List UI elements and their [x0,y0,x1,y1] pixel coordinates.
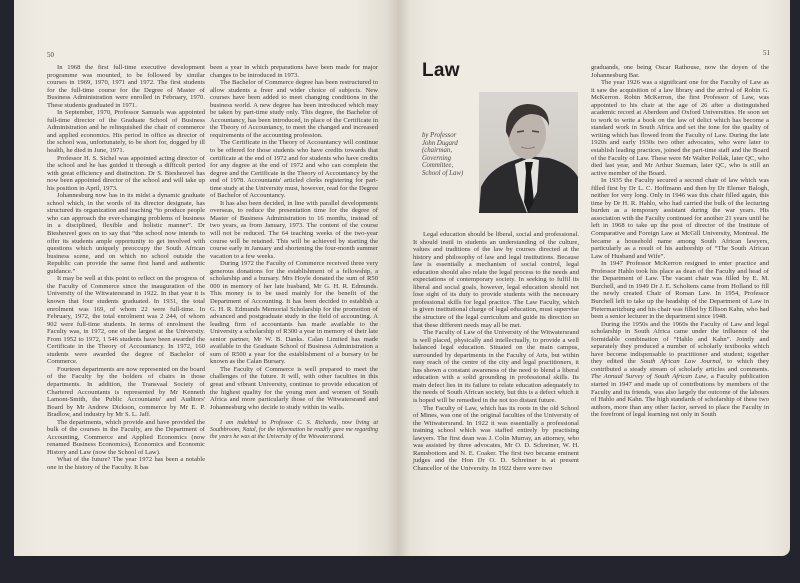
paragraph: graduands, one being Oscar Rathouse, now the doyen of the Johannesburg Bar. [591,64,769,79]
journal-title: South African Law Journal [640,358,721,366]
publication-title: The Annual Survey of South African Law [591,373,707,381]
text-column-2 [210,64,378,441]
paragraph: During 1972 the Faculty of Commerce received three very generous donations for the establishment of a fellowship, a scholarship and a bursary. Mrs Hoyle donated the sum of R50 000 in memory of her late husband, Mr G. H. R. Edmunds. This money is to be used mainly for the benefit of the Department of Accounting. It has been decided to establish a G. H. R. Edmunds Memorial Scholarship for the promotion of advanced and postgraduate study in the field of accounting. A leading firm of accountants has made available to the University a scholarship of R300 a year in memory of their late senior partner, Mr W. B. Danks. Calan Limited has made available to the Graduate School of Business Administration a sum of R500 a year for the establishment of a bursary to be known as the Calan Bursary. [210,260,378,366]
paragraph: In 1935 the Faculty secured a second chair of law which was filled first by Dr L. C. Hoffmann and then by Dr Elemer Balogh, neither for very long. Only in 1946 was this chair filled again, this time by Dr H. R. Hahlo, who had carried the bulk of the lecturing burden as a temporary assistant during the war years. His association with the Faculty continued for another 21 years until he left in 1968 to take up the post of director of the Institute of Comparative and Foreign Law at McGill University, Montreal. He became a household name among South African lawyers, particularly as a result of his authorship of “The South African Law of Husband and Wife”. [591,177,769,260]
paragraph: Legal education should be liberal, social and professional. It should instil in students an understanding of the culture, values and traditions of the law by courses directed at the history and philosophy of law and legal institutions. Because law is essentially a mechanism of social control, legal education should also relate the legal process to the needs and expectations of contemporary society. In seeking to fulfil its liberal and social goals, however, legal education should not lose sight of its duty to provide students with the necessary professional skills for legal practice. The Law Faculty, which is given institutional charge of legal education, must supervise the structure of the legal curriculum and guide its direction so that these different needs may all be met. [413,231,579,329]
byline-line: by Professor [422,132,457,139]
paragraph: The Certificate in the Theory of Accountancy will continue to be offered for those students who have credits towards that certificate at the end of 1972 and for students who have credits for any degree at the end of 1972 and who can complete the degree and the Certificate in the Theory of Accountancy by the end of 1978. Accountants' articled clerks registering for part-time study at the University must, however, read for the Degree of Bachelor of Accountancy. [210,139,378,200]
author-portrait-photo [479,92,578,213]
paragraph: The departments, which provide and have provided the bulk of the courses in the Faculty, are the Department of Accounting, Commerce and Applied Economics (now renamed Business Economics), Economics and Economic History and Law (now the School of Law). [47,418,205,456]
page-number: 50 [47,51,54,59]
paragraph: In September, 1970, Professor Samuels was appointed full-time director of the Graduate School of Business Administration and he relinquished the chair of commerce and applied economics. His period in office as director of the school was, unfortunately, to be short for, dogged by ill health, he died in June, 1971. [47,109,205,155]
byline-line: John Dugard [422,139,458,147]
byline-line: Governing [422,154,452,162]
paragraph: It may be well at this point to reflect on the progress of the Faculty of Commerce since the inauguration of the University of the Witwatersrand in 1922. In that year it is known that four students graduated. In 1931, the total enrolment was 169, of whom 22 were full-time. In February, 1972, the total enrolment was 2 244, of whom 902 were full-time students. In terms of enrolment the Faculty was, in 1972, one of the largest at the University. From 1952 to 1972, 1 546 students have been awarded the Certificate in the Theory of Accountancy. In 1972, 160 students were awarded the degree of Bachelor of Commerce. [47,275,205,366]
paragraph: Professor H. S. Sichel was appointed acting director of the school and he has guided it through a difficult period with great efficiency and distinction. Dr S. Biesheuvel has now been appointed director of the school and will take up his position in April, 1973. [47,154,205,192]
section-title: Law [422,60,460,81]
paragraph: Johannesburg now has in its midst a dynamic graduate school which, in the words of its director designate, has structured its organization and teaching “to produce people who can approach the ever-changing problems of business in a disciplined, flexible and holistic manner”. Dr Biesheuvel goes on to say that “the school now intends to offer its students ample opportunity to get involved with questions which uniquely preoccupy the South African business scene, and on which no school outside the Republic can provide the same first hand and authentic guidance.” [47,192,205,275]
paragraph: The Bachelor of Commerce degree has been restructured to allow students a freer and wider choice of subjects. New courses have been added to meet changing conditions in the business world. A new degree has been introduced which may be taken by part-time study only. This degree, the Bachelor of Accountancy, has been introduced, in place of the Certificate in the Theory of Accountancy, to meet the changed and increased requirements of the accounting profession. [210,79,378,139]
paragraph [591,321,769,419]
text: , a Faculty publication started in 1947 and made up of contributions by members of the Faculty and its friends, was also largely the outcome of the labours of Hahlo and Kahn. The high standards of scholarship of these two authors, more than any other factor, served to place the Faculty in the forefront of legal learning not only in South [591,373,769,419]
byline-line: (chairman, [422,147,453,155]
right-page [398,0,790,556]
text: During the 1950s and the 1960s the Faculty of Law and legal scholarship in South Africa came under the influence of the formidable combination of “Hahlo and Kahn”. Jointly and separately they produced a number of scholarly textbooks which have become indispensable to practitioner and student; together they edited the [591,320,769,366]
text-column-4 [591,64,769,419]
paragraph: It has also been decided, in line with parallel developments overseas, to reduce the presentation time for the degree of Master of Business Administration to 16 months, instead of two years, as from January, 1973. The content of the course will not be reduced. The 64 teaching weeks of the two-year course will be retained. This will be achieved by starting the course early in January and shortening the four-month summer vacation to a few weeks. [210,199,378,260]
author-byline [422,132,463,178]
footnote: I am indebted to Professor C. S. Richards, now living at Southbroom, Natal, for the information he readily gave me regarding the years he was at the University of the Witwatersrand. [210,420,378,441]
paragraph: The Faculty of Law, which has its roots in the old School of Mines, was one of the original faculties of the University of the Witwatersrand. In 1922 it was essentially a professional training school which was staffed entirely by practising lawyers. The first dean was J. Colin Murray, an attorney, who was assisted by three advocates, Mr O. D. Schreiner, W. H. Ramsbottom and N. E. Coaker. The first two became eminent judges and the Hon Dr O. D. Schreiner is at present Chancellor of the University. In 1922 there were two [413,404,579,472]
paragraph: The Faculty of Commerce is well prepared to meet the challenges of the future. It will, with other faculties in this great and vibrant University, continue to provide education of the highest quality for the young men and women of South Africa and more particularly those of the Witwatersrand and Johannesburg who decide to study within its walls. [210,365,378,411]
page-number: 51 [763,49,770,57]
left-page [14,0,398,556]
paragraph: Fourteen departments are now represented on the board of the Faculty by the holders of chairs in those departments. In addition, the Transvaal Society of Chartered Accountants is represented by Mr Kenneth Lamont-Smith, the Public Accountants' and Auditors' Board by Mr Andrew Dickson, commerce by Mr E. P. Bradlow, and industry by Mr S. L. Jaff. [47,365,205,419]
byline-line: Committee, [422,162,454,170]
paragraph: In 1947 Professor McKerron resigned to enter practice and Professor Hahlo took his place as dean of the Faculty and head of the Department of Law. The vacant chair was filled by E. M. Burchell, and in 1949 Dr J. E. Scholtens came from Holland to fill the newly created Chair of Roman Law. In 1954, Professor Burchell left to take up the headship of the Department of Law in Pietermaritzburg and his chair was filled by Ellison Kahn, who had been a senior lecturer in the department since 1948. [591,260,769,321]
paragraph: What of the future? The year 1972 has been a notable one in the history of the Faculty. It has [47,456,205,471]
paragraph: been a year in which preparations have been made for major changes to be introduced in 1973. [210,64,378,79]
paragraph: In 1968 the first full-time executive development programme was mounted, to be followed by similar courses in 1969, 1970, 1971 and 1972. The first students for the full-time course for the Degree of Master of Business Administration were enrolled in February, 1970. These students graduated in 1971. [47,64,205,109]
text-column-3 [413,231,579,473]
paragraph: The year 1926 was a significant one for the Faculty of Law as it saw the acquisition of a law library and the arrival of Robin G. McKerron. Robin McKerron, the first Professor of Law, was appointed to his chair at the age of 26 after a distinguished academic record at Aberdeen and Oxford Universities. He soon set to work to write a book on the law of delict which has become a standard work in South Africa and set the tone for the quality of writing which has flowed from the Faculty of Law. During the late 1920s and early 1930s two other advocates, who were later to establish leading practices, joined the part-time staff and the Board of the Faculty of Law. These were Mr Walter Pollak, later QC, who died last year, and Mr Arthur Suzman, later QC, who is still an active member of the Board. [591,79,769,177]
text-column-1 [47,64,205,472]
paragraph: The Faculty of Law of the University of the Witwatersrand is well placed, physically and intellectually, to provide a well balanced legal education. Situated on the main campus, surrounded by departments in the Faculty of Arts, but within easy reach of the centre of the city and legal practitioners, it has shown a constant awareness of the need to blend a liberal education with a solid grounding in professional skills. Its main defect lies in its failure to relate education adequately to the needs of South African society, but this is a defect which it is hoped will be remedied in the not too distant future. [413,329,579,405]
byline-line: School of Law) [422,169,464,177]
text: , to which they contributed a steady stream of scholarly articles and comments. [591,358,770,373]
